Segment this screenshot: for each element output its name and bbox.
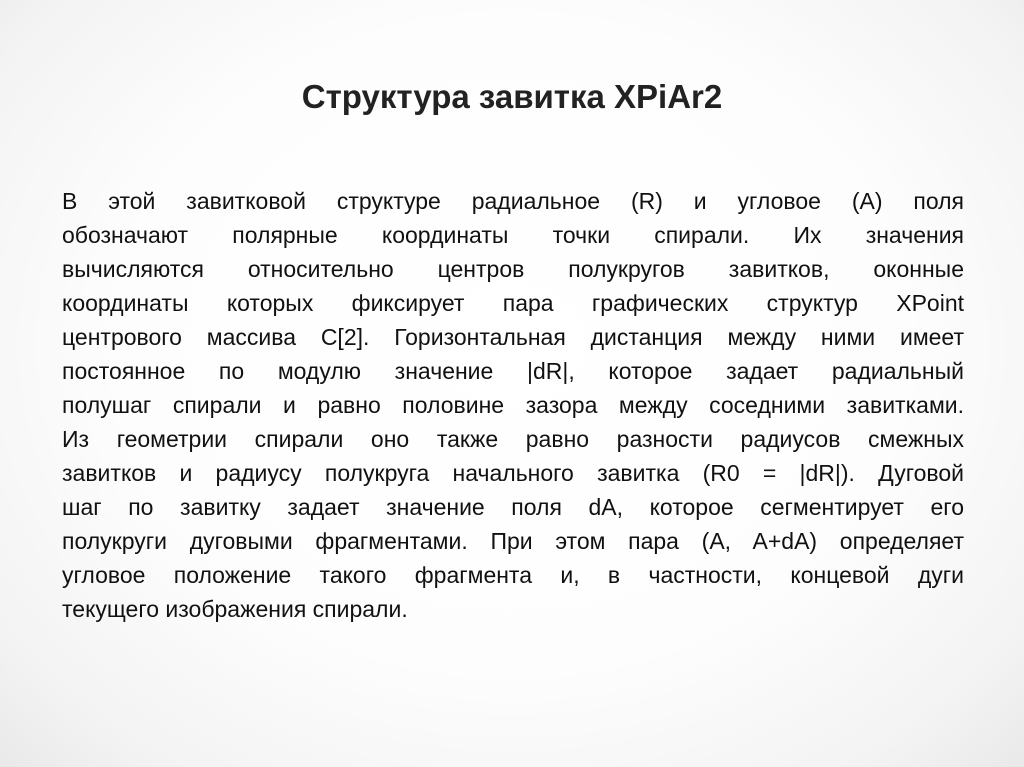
body-line: угловое положение такого фрагмента и, в частности, концевой дуги (62, 562, 964, 588)
body-line: координаты которых фиксирует пара графических структур XPoint (62, 290, 964, 316)
body-line: постоянное по модулю значение |dR|, которое задает радиальный (62, 358, 964, 384)
body-line: полушаг спирали и равно половине зазора между соседними завитками. (62, 392, 964, 418)
slide-body-text (62, 184, 964, 626)
body-line: обозначают полярные координаты точки спирали. Их значения (62, 222, 964, 248)
body-line: полукруги дуговыми фрагментами. При этом пара (A, A+dA) определяет (62, 528, 964, 554)
body-line: завитков и радиусу полукруга начального завитка (R0 = |dR|). Дуговой (62, 460, 964, 486)
body-line: вычисляются относительно центров полукругов завитков, оконные (62, 256, 964, 282)
body-line: В этой завитковой структуре радиальное (R) и угловое (A) поля (62, 188, 964, 214)
body-line: шаг по завитку задает значение поля dA, которое сегментирует его (62, 494, 964, 520)
body-line: текущего изображения спирали. (62, 596, 408, 622)
body-line: Из геометрии спирали оно также равно разности радиусов смежных (62, 426, 964, 452)
slide-title: Структура завитка XPiAr2 (301, 78, 723, 115)
body-line: центрового массива С[2]. Горизонтальная дистанция между ними имеет (62, 324, 964, 350)
